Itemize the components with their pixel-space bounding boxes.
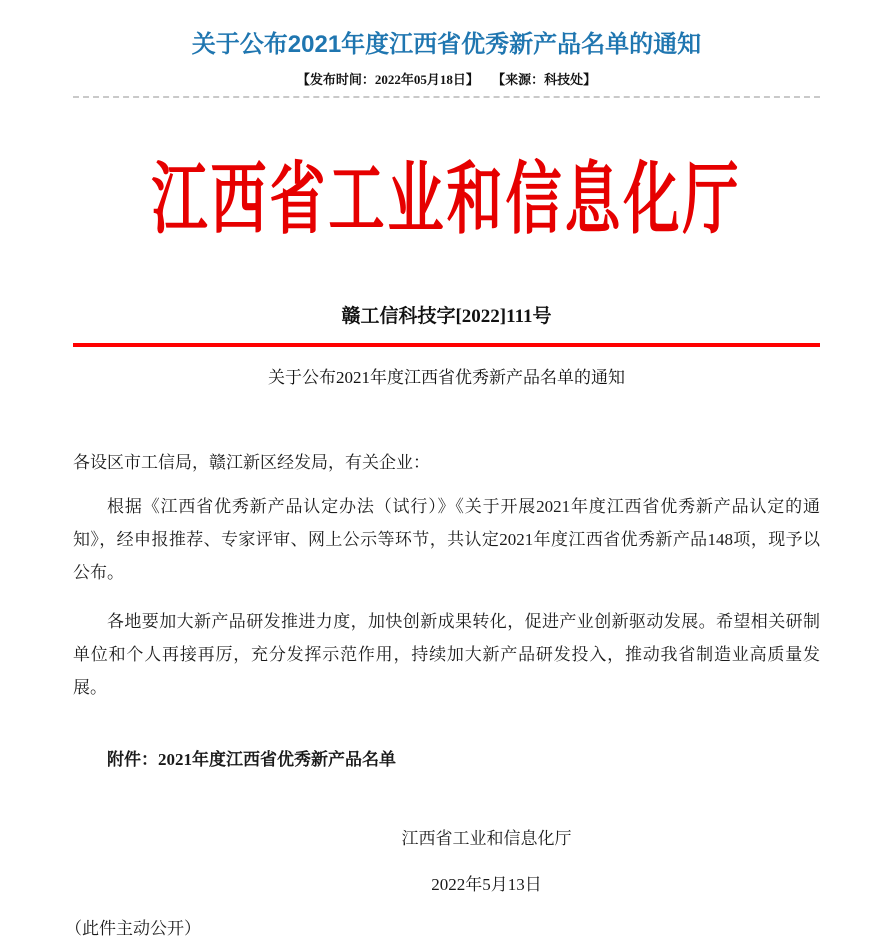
signature-block	[113, 828, 860, 896]
body-paragraph-2: 各地要加大新产品研发推进力度，加快创新成果转化，促进产业创新驱动发展。希望相关研制单位和个人再接再厉，充分发挥示范作用，持续加大新产品研发投入，推动我省制造业高质量发展。	[73, 612, 820, 697]
red-rule-divider	[73, 343, 820, 347]
dashed-divider	[73, 96, 820, 98]
signer-agency-name: 江西省工业和信息化厅	[401, 829, 572, 848]
attachment-line: 附件：2021年度江西省优秀新产品名单	[107, 750, 396, 769]
proactive-disclosure-note: （此件主动公开）	[65, 919, 201, 938]
document-number: 赣工信科技字[2022]111号	[341, 306, 552, 327]
article-page	[0, 30, 893, 940]
letterhead-agency-name: 江西省工业和信息化厅	[151, 157, 742, 245]
document-title: 关于公布2021年度江西省优秀新产品名单的通知	[268, 368, 625, 387]
source-label: 【来源：科技处】	[492, 72, 597, 87]
page-meta	[73, 72, 820, 87]
letterhead-wrap	[73, 134, 820, 254]
document-date: 2022年5月13日	[431, 875, 542, 894]
page-title: 关于公布2021年度江西省优秀新产品名单的通知	[191, 31, 702, 58]
body-paragraph-1: 根据《江西省优秀新产品认定办法（试行）》《关于开展2021年度江西省优秀新产品认定的通知》，经申报推荐、专家评审、网上公示等环节，共认定2021年度江西省优秀新产品148项，现予以公布。	[73, 497, 820, 582]
salutation-line: 各设区市工信局，赣江新区经发局，有关企业：	[73, 453, 430, 472]
publish-time-label: 【发布时间：2022年05月18日】	[296, 72, 479, 87]
